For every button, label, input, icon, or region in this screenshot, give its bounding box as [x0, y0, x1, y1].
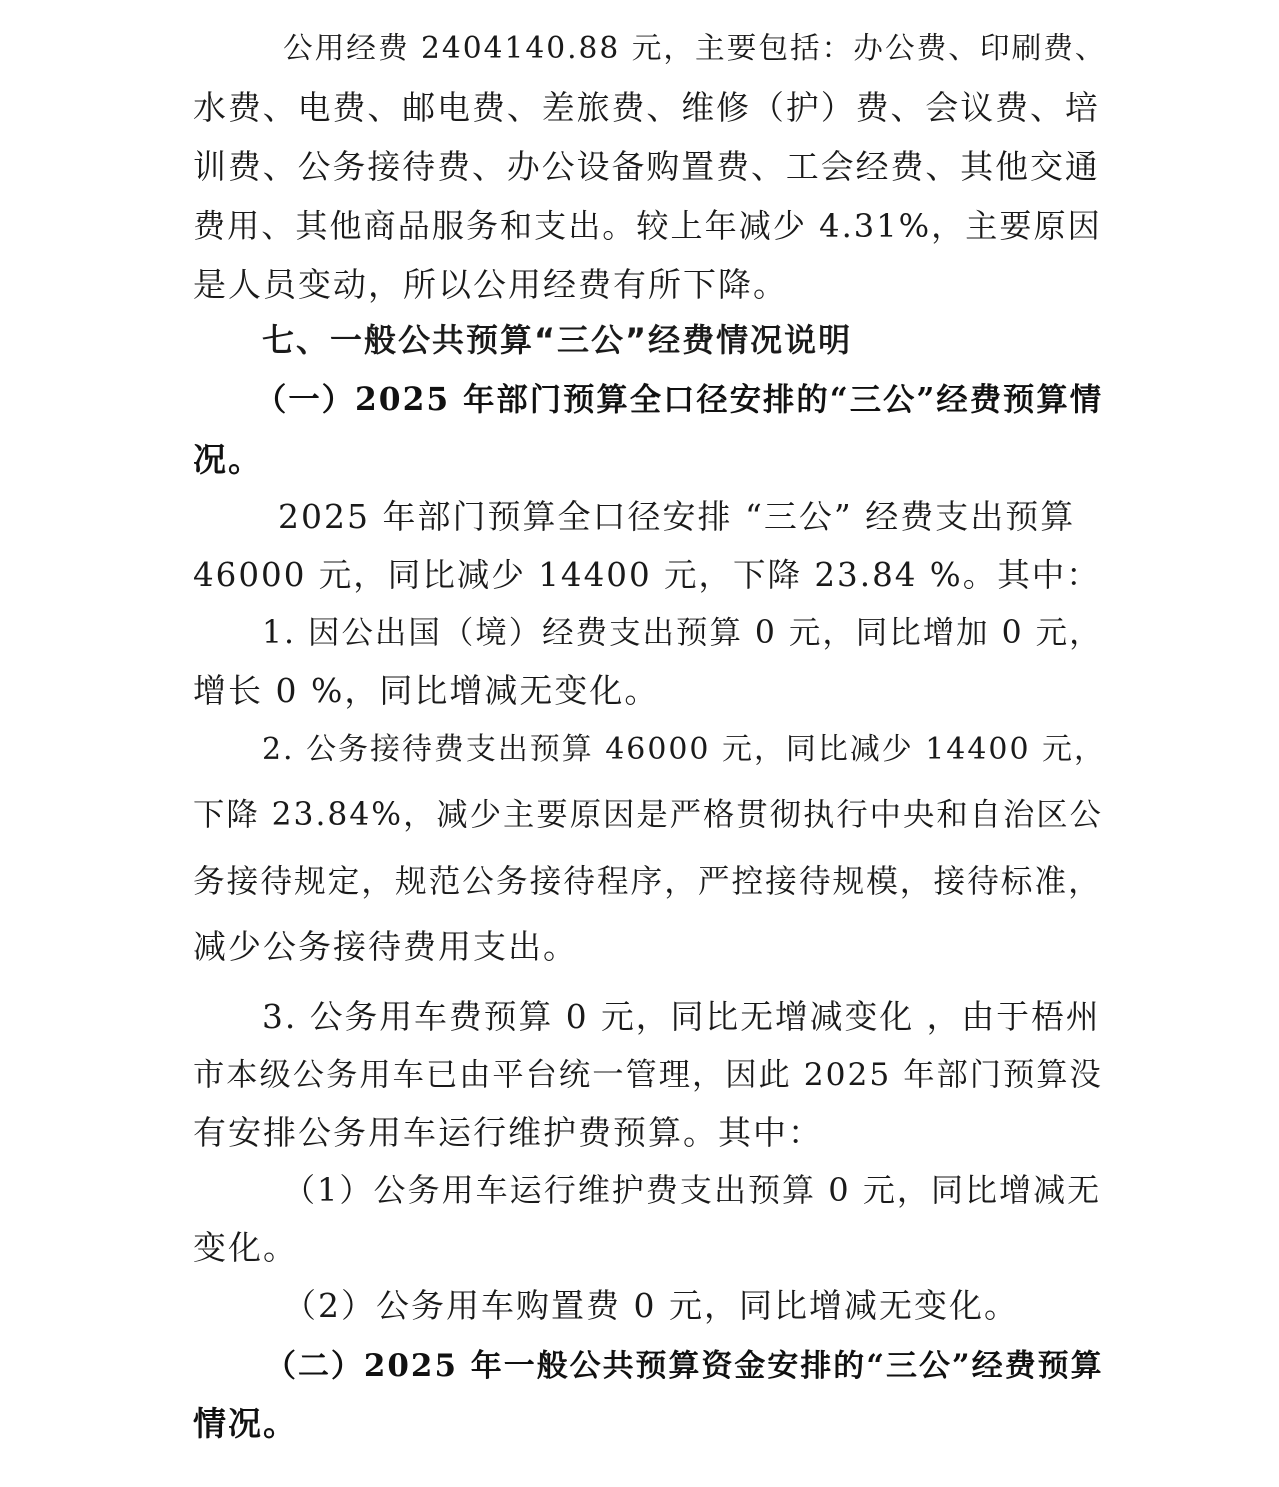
- section-heading: 七、一般公共预算“三公”经费情况说明: [262, 321, 853, 359]
- list-item-line: （2）公务用车购置费 0 元，同比增减无变化。: [283, 1286, 1019, 1325]
- list-item-line: 增长 0 %，同比增减无变化。: [193, 671, 660, 710]
- list-item-line: 务接待规定，规范公务接待程序，严控接待规模，接待标准，: [193, 864, 1102, 900]
- list-item-line: 有安排公务用车运行维护费预算。其中：: [193, 1113, 823, 1152]
- text-line: 46000 元，同比减少 14400 元，下降 23.84 %。其中：: [193, 556, 1101, 594]
- list-item-line: 变化。: [193, 1228, 298, 1267]
- text-line: 是人员变动，所以公用经费有所下降。: [193, 265, 788, 304]
- subsection-heading: 情况。: [193, 1404, 298, 1443]
- text-line: 费用、其他商品服务和支出。较上年减少 4.31%，主要原因: [193, 207, 1102, 245]
- list-item-line: （1）公务用车运行维护费支出预算 0 元，同比增减无: [283, 1171, 1102, 1209]
- list-item-line: 2. 公务接待费支出预算 46000 元，同比减少 14400 元，: [262, 732, 1106, 767]
- list-item-line: 3. 公务用车费预算 0 元，同比无增减变化 ，由于梧州: [262, 998, 1101, 1036]
- subsection-heading: 况。: [193, 440, 263, 479]
- text-line: 2025 年部门预算全口径安排 “三公” 经费支出预算: [278, 497, 1076, 536]
- subsection-heading: （二）2025 年一般公共预算资金安排的“三公”经费预算: [265, 1348, 1104, 1384]
- text-line: 公用经费 2404140.88 元，主要包括：办公费、印刷费、: [283, 30, 1107, 65]
- list-item-line: 下降 23.84%，减少主要原因是严格贯彻执行中央和自治区公: [193, 797, 1103, 833]
- subsection-heading: （一）2025 年部门预算全口径安排的“三公”经费预算情: [255, 382, 1104, 418]
- text-line: 训费、公务接待费、办公设备购置费、工会经费、其他交通: [193, 147, 1100, 186]
- text-line: 水费、电费、邮电费、差旅费、维修（护）费、会议费、培: [193, 88, 1100, 127]
- list-item-line: 1. 因公出国（境）经费支出预算 0 元，同比增加 0 元，: [262, 615, 1103, 651]
- list-item-line: 减少公务接待费用支出。: [193, 927, 578, 966]
- list-item-line: 市本级公务用车已由平台统一管理，因此 2025 年部门预算没: [193, 1057, 1103, 1093]
